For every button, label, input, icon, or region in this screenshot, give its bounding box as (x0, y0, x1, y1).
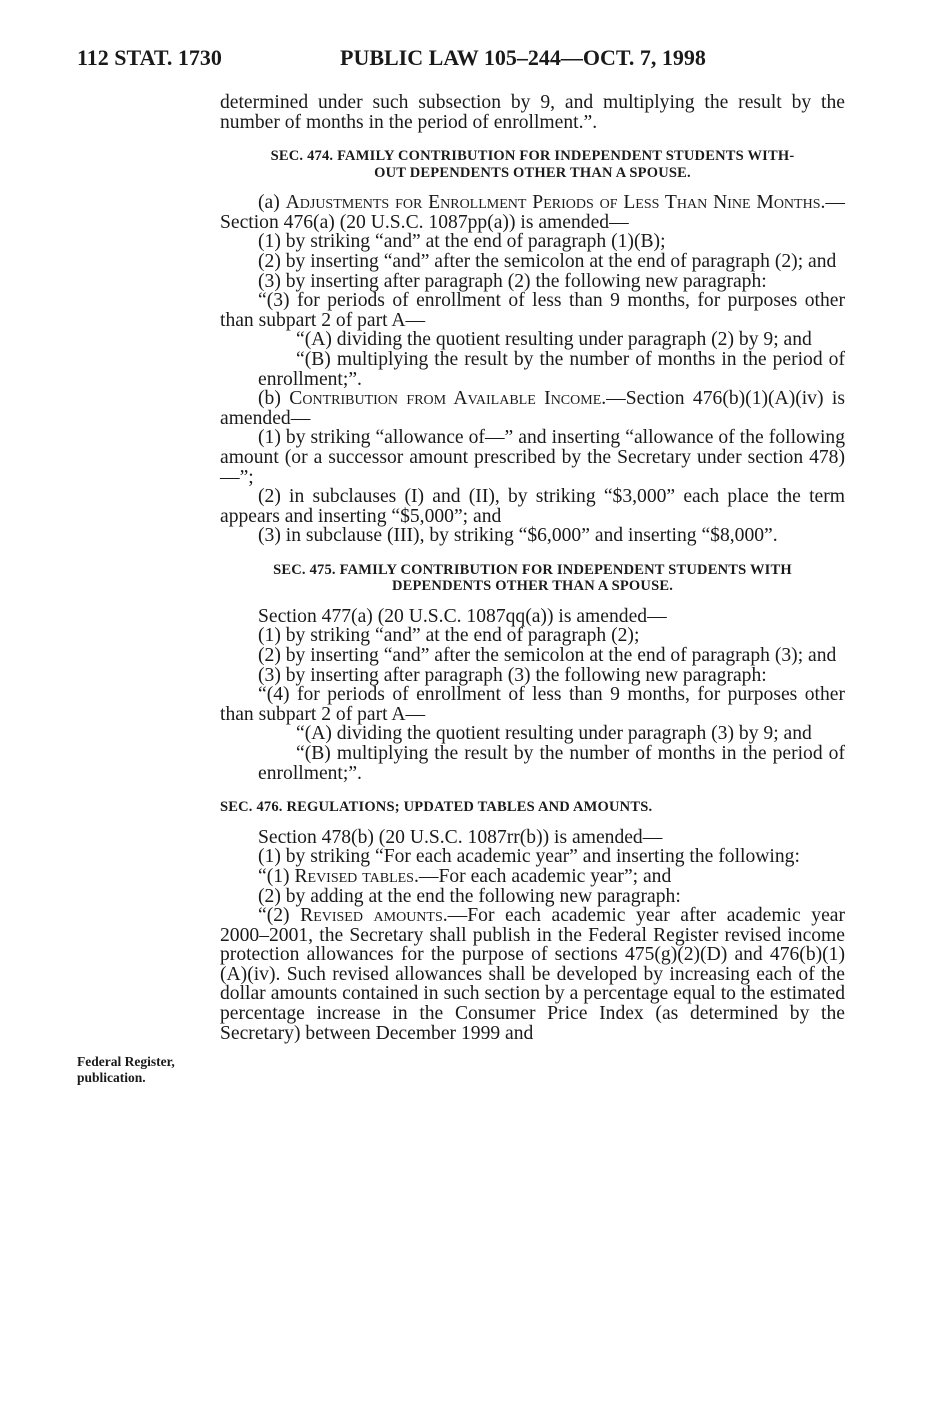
paragraph-b1: (1) by striking “allowance of—” and inserting “allowance of the following amount (or a successor amount prescribed by the Secretary under section 478)—”; (220, 427, 845, 488)
public-law-title: PUBLIC LAW 105–244—OCT. 7, 1998 (340, 45, 706, 70)
section-474-heading-line-1: SEC. 474. FAMILY CONTRIBUTION FOR INDEPENDENT STUDENTS WITH- (270, 148, 795, 165)
section-475-quoted-subparagraph-b: “(B) multiplying the result by the number of months in the period of enrollment;”. (258, 743, 845, 784)
subsection-a (220, 193, 845, 232)
quoted-paragraph-3: “(3) for periods of enrollment of less than 9 months, for purposes other than subpart 2 of part A— (220, 290, 845, 331)
section-475-paragraph-1: (1) by striking “and” at the end of paragraph (2); (258, 625, 640, 647)
quoted-1-open: “(1) (258, 865, 290, 887)
quoted-1-title: Revised tables. (294, 865, 419, 887)
section-475-paragraph-2: (2) by inserting “and” after the semicolon at the end of paragraph (3); and (258, 645, 837, 667)
section-476-quoted-paragraph-2 (220, 906, 845, 1043)
paragraph-a2: (2) by inserting “and” after the semicolon at the end of paragraph (2); and (258, 250, 837, 272)
section-475-quoted-subparagraph-a: “(A) dividing the quotient resulting under paragraph (3) by 9; and (296, 723, 812, 745)
section-475-heading-line-1: SEC. 475. FAMILY CONTRIBUTION FOR INDEPENDENT STUDENTS WITH (273, 561, 792, 578)
quoted-subparagraph-b: “(B) multiplying the result by the number of months in the period of enrollment;”. (258, 348, 845, 390)
paragraph-b2: (2) in subclauses (I) and (II), by striking “$3,000” each place the term appears and inserting “$5,000”; and (220, 486, 845, 527)
subsection-b-title: Contribution from Available Income. (289, 388, 607, 410)
section-475-paragraph-3: (3) by inserting after paragraph (3) the following new paragraph: (258, 664, 767, 686)
paragraph-a1: (1) by striking “and” at the end of paragraph (1)(B); (258, 231, 666, 253)
section-474-heading (220, 148, 845, 181)
subsection-a-title: Adjustments for Enrollment Periods of Less Than Nine Months. (285, 192, 826, 214)
statute-body (220, 93, 845, 1043)
paragraph-b3: (3) in subclause (III), by striking “$6,000” and inserting “$8,000”. (258, 525, 778, 547)
section-475-heading-line-2: DEPENDENTS OTHER THAN A SPOUSE. (391, 578, 674, 595)
section-474-heading-line-2: OUT DEPENDENTS OTHER THAN A SPOUSE. (374, 164, 691, 181)
page-header (77, 44, 877, 78)
stat-citation: 112 STAT. 1730 (77, 45, 222, 70)
quoted-2-title: Revised amounts. (300, 905, 448, 927)
section-476-paragraph-2: (2) by adding at the end the following new paragraph: (258, 885, 681, 907)
section-476-heading: SEC. 476. REGULATIONS; UPDATED TABLES AND AMOUNTS. (220, 799, 653, 816)
margin-note-line-2: publication. (77, 1070, 146, 1085)
section-476-quoted-paragraph-1 (220, 867, 845, 887)
paragraph-a3: (3) by inserting after paragraph (2) the following new paragraph: (258, 270, 767, 292)
subsection-b (220, 389, 845, 428)
quoted-2-text: —For each academic year after academic year 2000–2001, the Secretary shall publish in the Federal Register revised income protection allowances for the purpose of sections 475(g)(2)(D) and 476(b)(1)(A)(iv). Such revised allowances shall be developed by increasing each of the dollar amounts contained in such section by a percentage equal to the estimated percentage increase in the Consumer Price Index (as determined by the Secretary) between December 1999 and (220, 905, 846, 1044)
subsection-b-marker: (b) (258, 388, 281, 410)
subsection-a-text: —Section 476(a) (20 U.S.C. 1087pp(a)) is amended— (220, 192, 845, 233)
continued-paragraph: determined under such subsection by 9, and multiplying the result by the number of months in the period of enrollment.”. (220, 92, 845, 133)
section-475-heading (220, 562, 845, 595)
quoted-subparagraph-a: “(A) dividing the quotient resulting under paragraph (2) by 9; and (296, 329, 812, 351)
quoted-1-text: —For each academic year”; and (418, 865, 672, 887)
section-475-intro: Section 477(a) (20 U.S.C. 1087qq(a)) is amended— (258, 605, 667, 627)
section-475-quoted-paragraph-4: “(4) for periods of enrollment of less than 9 months, for purposes other than subpart 2 of part A— (220, 684, 845, 725)
subsection-a-marker: (a) (258, 192, 280, 214)
section-476-intro: Section 478(b) (20 U.S.C. 1087rr(b)) is amended— (258, 826, 663, 848)
section-476-paragraph-1: (1) by striking “For each academic year” and inserting the following: (258, 846, 800, 868)
margin-note-line-1: Federal Register, (77, 1054, 175, 1069)
margin-note (77, 1054, 227, 1086)
quoted-2-open: “(2) (258, 905, 290, 927)
subsection-b-text: —Section 476(b)(1)(A)(iv) is amended— (220, 388, 845, 429)
